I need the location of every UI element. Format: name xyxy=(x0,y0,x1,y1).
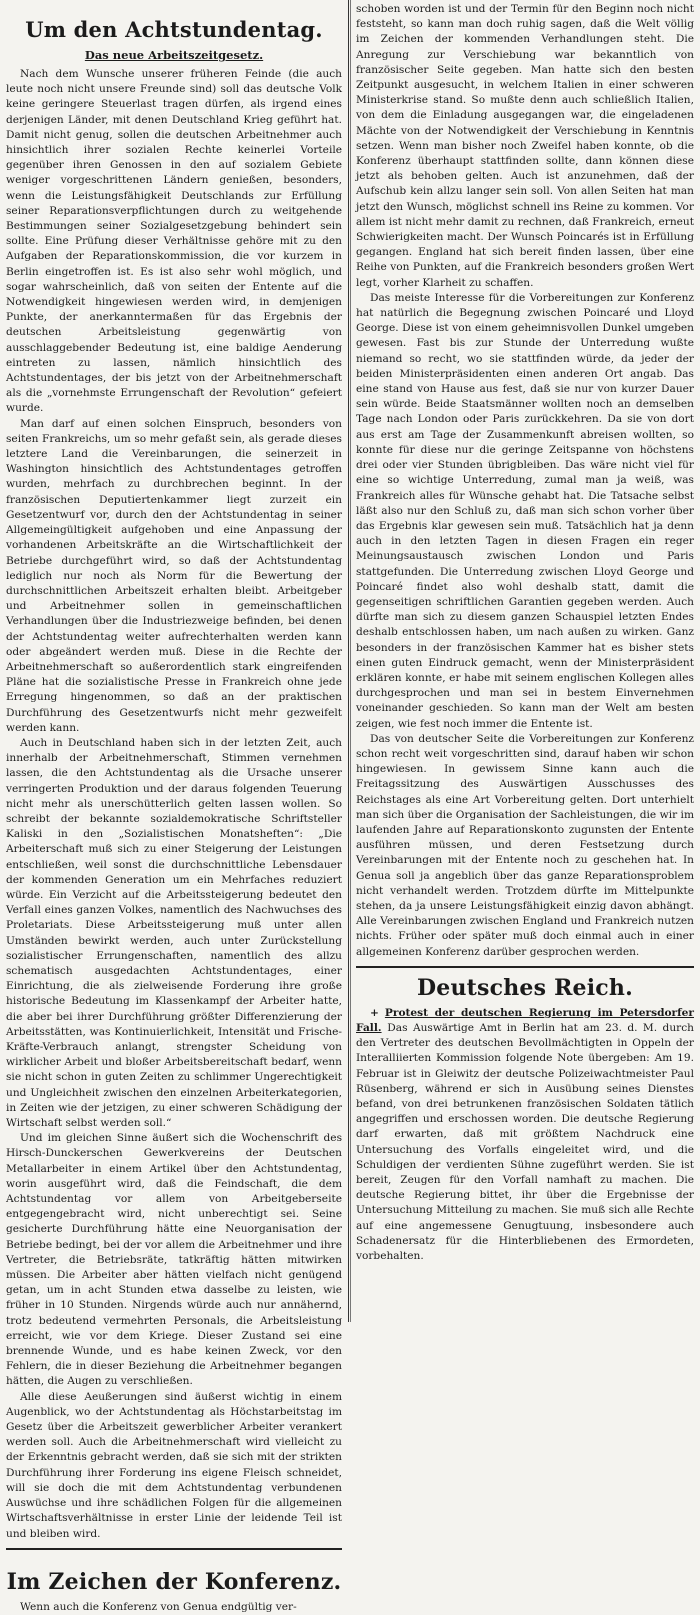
paragraph: Das meiste Interesse für die Vorbereitungen zur Konferenz hat natürlich die Begegnung zwischen Poincaré und Lloyd George. Diese ist von einem geheimnisvollen Dunkel umgeben gewesen. Fast bis zur Stunde der Unterredung wußte niemand so recht, wo sie stattfinden würde, da jeder der beiden Ministerpräsidenten einen anderen Ort angab. Das eine stand von Hause aus fest, daß sie nur von kurzer Dauer sein würde. Beide Staatsmänner wollten noch an demselben Tage nach London oder Paris zurückkehren. Da sie von dort aus erst am Tage der Zusammenkunft abreisen wollten, so konnte für diese nur die geringe Zeitspanne von höchstens drei oder vier Stunden übrigbleiben. Das wäre nicht viel für eine so wichtige Unterredung, zumal man ja weiß, was Frankreich alles für Wünsche gehabt hat. Die Tatsache selbst läßt also nur den Schluß zu, daß man sich schon vorher über das Ergebnis klar gewesen sein muß. Tatsächlich hat ja denn auch in den letzten Tagen in diesen Fragen ein reger Meinungsaustausch zwischen London und Paris stattgefunden. Die Unterredung zwischen Lloyd George und Poincaré findet also wohl deshalb statt, damit die gegenseitigen schriftlichen Garantien gegeben werden. Auch dürfte man sich zu diesem ganzen Schauspiel letzten Endes deshalb entschlossen haben, um nach außen zu wirken. Ganz besonders in der französischen Kammer hat es bisher stets einen guten Eindruck gemacht, wenn der Ministerpräsident erklären konnte, er habe mit seinem englischen Kollegen alles durchgesprochen und man sei in bestem Einvernehmen voneinander geschieden. So kann man der Welt am besten zeigen, wie fest noch immer die Entente ist. xyxy=(356,291,694,730)
section-divider xyxy=(6,1548,342,1550)
paragraph: Wenn auch die Konferenz von Genua endgültig ver- xyxy=(20,1600,297,1613)
section-heading-deutsches-reich: Deutsches Reich. xyxy=(417,974,633,1001)
left-column xyxy=(6,0,342,1613)
item-marker: + xyxy=(370,1006,379,1019)
column-rule xyxy=(348,0,349,1322)
paragraph: Nach dem Wunsche unserer früheren Feinde (die auch leute noch nicht unsere Freunde sind) soll das deutsche Volk keine geringere Steuerlast tragen dürfen, als irgend eines derjenigen Länder, mit denen Deutschland Krieg geführt hat. Damit nicht genug, sollen die deutschen Arbeitnehmer auch hinsichtlich ihrer sozialen Rechte keinerlei Vorteile gegenüber ihren Genossen in den auf sozialem Gebiete weniger vorgeschrittenen Ländern genießen, besonders, wenn die Leistungsfähigkeit Deutschlands zur Erfüllung seiner Reparationsverpflichtungen durch zu weitgehende Bestimmungen seiner Sozialgesetzgebung behindert sein sollte. Eine Prüfung dieser Verhältnisse gehöre mit zu den Aufgaben der Reparationskommission, die vor kurzem in Berlin eingetroffen ist. Es ist also sehr wohl möglich, und sogar wahrscheinlich, daß von seiten der Entente auf die Notwendigkeit hingewiesen werden wird, in demjenigen Punkte, der anerkanntermaßen für das Ergebnis der deutschen Arbeitsleistung gegenwärtig von ausschlaggebender Bedeutung ist, eine baldige Aenderung eintreten zu lassen, nämlich hinsichtlich des Achtstundentages, der bis jetzt von der Arbeitnehmerschaft als die „vornehmste Errungenschaft der Revolution“ gefeiert wurde. xyxy=(6,68,342,415)
paragraph: Alle diese Aeußerungen sind äußerst wichtig in einem Augenblick, wo der Achtstundentag als Höchstarbeitstag im Gesetz über die Arbeitszeit gewerblicher Arbeiter verankert werden soll. Auch die Arbeitnehmerschaft wird vielleicht zu der Erkenntnis gebracht werden, daß sie sich mit der strikten Durchführung ihrer Forderung ins eigene Fleisch schneidet, will sie doch die mit dem Achtstundentag verbundenen Auswüchse und ihre schädlichen Folgen für die allgemeinen Wirtschaftsverhältnisse in erster Linie der leidende Teil ist und bleiben wird. xyxy=(6,1390,342,1540)
konferenz-section xyxy=(6,1570,342,1615)
news-item-text: Das Auswärtige Amt in Berlin hat am 23. d. M. durch den Vertreter des deutschen Bevollmächtigten in Oppeln der Interalliierten Kommission folgende Note übergeben: Am 19. Februar ist in Gleiwitz der deutsche Polizeiwachtmeister Paul Rüsenberg, während er sich in Ausübung seines Dienstes befand, von drei betrunkenen französischen Soldaten tätlich angegriffen und erschossen worden. Die deutsche Regierung darf erwarten, daß mit größtem Nachdruck eine Untersuchung des Vorfalls eingeleitet wird, und die Schuldigen der verdienten Sühne zugeführt werden. Sie ist bereit, Zeugen für den Vorfall namhaft zu machen. Die deutsche Regierung bittet, ihr über die Ergebnisse der Untersuchung Mitteilung zu machen. Sie muß sich alle Rechte auf eine angemessene Genugtuung, insbesondere auch Schadenersatz für die Hinterbliebenen des Ermordeten, vorbehalten. xyxy=(356,1022,694,1263)
column-rule-secondary xyxy=(350,0,351,1322)
section-divider xyxy=(356,966,694,968)
paragraph: Man darf auf einen solchen Einspruch, besonders von seiten Frankreichs, um so mehr gefaßt sein, als gerade dieses letztere Land die Vereinbarungen, die seinerzeit in Washington hinsichtlich des Achtstundentages getroffen wurden, mehrfach zu durchbrechen beginnt. In der französischen Deputiertenkammer liegt zurzeit ein Gesetzentwurf vor, durch den der Achtstundentag in seiner Allgemeingültigkeit aufgehoben und eine Anpassung der vorhandenen Arbeitskräfte an die Wirtschaftlichkeit der Betriebe durchgeführt wird, so daß der Achtstundentag lediglich nur noch als Norm für die Bewertung der durchschnittlichen Arbeitszeit erhalten bleibt. Arbeitgeber und Arbeitnehmer sollen in gemeinschaftlichen Verhandlungen über die Industriezweige befinden, bei denen der Achtstundentag weiter aufrechterhalten werden kann oder abgeändert werden muß. Diese in die Rechte der Arbeitnehmerschaft so außerordentlich stark eingreifenden Pläne hat die sozialistische Presse in Frankreich ohne jede Erregung hingenommen, so daß an der praktischen Durchführung des Gesetzentwurfs nicht mehr gezweifelt werden kann. xyxy=(6,417,342,734)
article-subheading: Das neue Arbeitszeitgesetz. xyxy=(84,48,264,62)
news-item xyxy=(356,1006,694,1264)
deutsches-reich-section xyxy=(356,976,694,1264)
article-heading-achtstundentag: Um den Achtstundentag. xyxy=(25,17,323,42)
paragraph: Das von deutscher Seite die Vorbereitungen zur Konferenz schon recht weit vorgeschritten sind, darauf haben wir schon hingewiesen. In gewissem Sinne kann auch die Freitagssitzung des Auswärtigen Ausschusses des Reichstages als eine Art Vorbereitung gelten. Dort unterhielt man sich über die Organisation der Sachleistungen, die wir im laufenden Jahre auf Reparationskonto zugunsten der Entente ausführen müssen, und deren Festsetzung durch Vereinbarungen mit der Entente noch zu geschehen hat. In Genua soll ja angeblich über das ganze Reparationsproblem nicht verhandelt werden. Trotzdem dürfte im Mittelpunkte stehen, da ja unsere Leistungsfähigkeit einzig davon abhängt. Alle Vereinbarungen zwischen England und Frankreich nutzen nichts. Früher oder später muß doch einmal auch in einer allgemeinen Konferenz darüber gesprochen werden. xyxy=(356,732,694,958)
right-column xyxy=(356,0,694,1322)
paragraph: Und im gleichen Sinne äußert sich die Wochenschrift des Hirsch-Dunckerschen Gewerkvereins der Deutschen Metallarbeiter in einem Artikel über den Achtstundentag, worin ausgeführt wird, daß die Feindschaft, die dem Achtstundentag vor allem von Arbeitgeberseite entgegengebracht wird, nicht unberechtigt sei. Seine gesicherte Durchführung hätte eine Neuorganisation der Betriebe bedingt, bei der vor allem die Arbeitnehmer und ihre Vertreter, die Betriebsräte, tatkräftig hätten mitwirken müssen. Die Arbeiter aber hätten vielfach nicht genügend getan, um in acht Stunden etwa dasselbe zu leisten, wie früher in 10 Stunden. Nirgends würde auch nur annähernd, trotz bedeutend vermehrten Personals, die Arbeitsleistung erreicht, wie vor dem Kriege. Dieser Zustand sei eine brennende Wunde, und es habe keinen Zweck, vor den Fehlern, die in dieser Beziehung die Arbeitnehmer begangen hätten, die Augen zu verschließen. xyxy=(6,1132,342,1388)
paragraph: Auch in Deutschland haben sich in der letzten Zeit, auch innerhalb der Arbeitnehmerschaft, Stimmen vernehmen lassen, die den Achtstundentag als die Ursache unserer verringerten Produktion und der daraus folgenden Teuerung nicht mehr als unerschütterlich gelten lassen wollen. So schreibt der bekannte sozialdemokratische Schriftsteller Kaliski in den „Sozialistischen Monatsheften“: „Die Arbeiterschaft muß sich zu einer Steigerung der Leistungen entschließen, weil sonst die durchschnittliche Lebensdauer der kommenden Generation um ein Mehrfaches reduziert würde. Ein Verzicht auf die Arbeitssteigerung bedeutet den Verfall eines ganzen Volkes, namentlich des Nachwuchses des Proletariats. Diese Arbeitssteigerung muß unter allen Umständen bewirkt werden, auch unter Zurückstellung sozialistischer Errungenschaften, namentlich des allzu schematisch ausgedachten Achtstundentages, einer Einrichtung, die als zielweisende Forderung ihre große historische Bedeutung im Klassenkampf der Arbeiter hatte, die aber bei ihrer Durchführung größter Differenzierung der Arbeitsstätten, was Kontinuierlichkeit, Intensität und Frische-Kräfte-Verbrauch anlangt, strengster Scheidung von wirklicher Arbeit und bloßer Arbeitsbereitschaft bedarf, wenn sie nicht schon in guten Zeiten zu schlimmer Ungerechtigkeit und Ungleichheit zwischen den einzelnen Arbeiterkategorien, in Zeiten wie der jetzigen, zu einer schweren Schädigung der Wirtschaft selbst werden soll.“ xyxy=(6,736,342,1130)
news-item-title: Protest der deutschen Regierung im Petersdorfer Fall. xyxy=(356,1006,694,1034)
article-heading-konferenz: Im Zeichen der Konferenz. xyxy=(6,1568,342,1595)
paragraph: schoben worden ist und der Termin für den Beginn noch nicht feststeht, so kann man doch ruhig sagen, daß die Welt völlig im Zeichen der kommenden Verhandlungen steht. Die Anregung zur Verschiebung war bekanntlich von französischer Seite gegeben. Man hatte sich den besten Zeitpunkt ausgesucht, in welchem Italien in einer schweren Ministerkrise stand. So mußte denn auch schließlich Italien, von dem die Einladung ausgegangen war, die eingeladenen Mächte von der Notwendigkeit der Verschiebung in Kenntnis setzen. Wenn man bisher noch Zweifel haben konnte, ob die Konferenz überhaupt stattfinden sollte, dann können diese jetzt als behoben gelten. Auch ist anzunehmen, daß der Aufschub kein allzu langer sein soll. Von allen Seiten hat man jetzt den Wunsch, möglichst schnell ins Reine zu kommen. Vor allem ist nicht mehr damit zu rechnen, daß Frankreich, erneut Schwierigkeiten macht. Der Wunsch Poincarés ist in Erfüllung gegangen. England hat sich bereit finden lassen, über eine Reihe von Punkten, auf die Frankreich besonders großen Wert legt, vorher Klarheit zu schaffen. xyxy=(356,3,694,289)
